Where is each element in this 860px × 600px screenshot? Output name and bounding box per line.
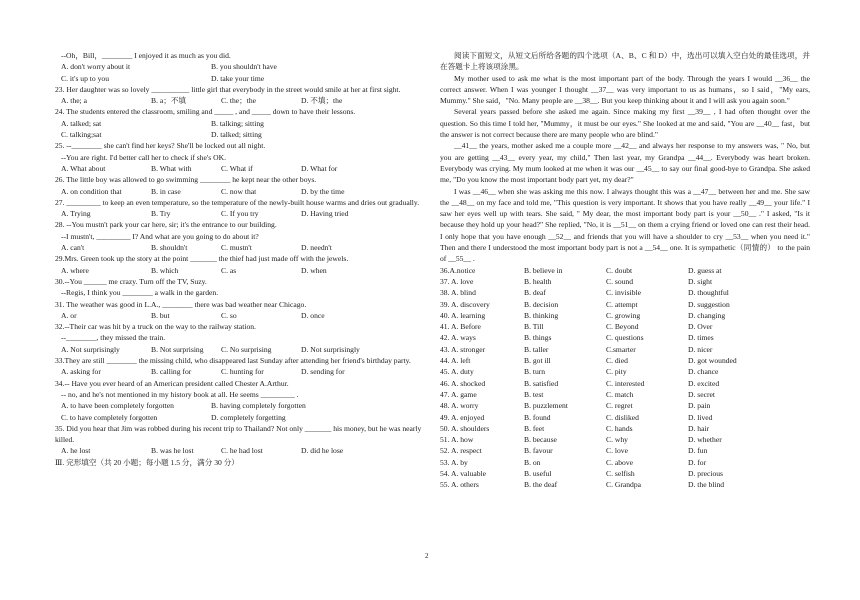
option-cell: B. deaf <box>524 288 546 298</box>
answer-option: B. but <box>151 310 170 320</box>
option-row <box>440 332 810 343</box>
answer-options <box>55 61 425 72</box>
answer-option: B. Try <box>151 209 171 219</box>
answer-option: B. was he lost <box>151 446 194 456</box>
option-row <box>440 389 810 400</box>
answer-option: A. or <box>61 310 77 320</box>
answer-option: A. on condition that <box>61 186 122 196</box>
option-cell: D. guess at <box>688 265 722 275</box>
answer-option: A. where <box>61 265 89 275</box>
answer-option: C. it's up to you <box>61 73 109 83</box>
option-cell: B. things <box>524 333 552 343</box>
answer-option: D. Not surprisingly <box>301 344 360 354</box>
answer-option: A. What about <box>61 163 106 173</box>
answer-option: D. sending for <box>301 367 345 377</box>
option-cell: D. hair <box>688 423 710 433</box>
answer-option: D. once <box>301 310 325 320</box>
answer-option: D. What for <box>301 163 338 173</box>
option-cell: C. disliked <box>606 412 639 422</box>
answer-options <box>55 95 425 106</box>
question-line: 25. --________ she can't find her keys? She'll be locked out all night. <box>55 141 266 151</box>
answer-options <box>55 265 425 276</box>
question-line: --Regis, I think you ________ a walk in the garden. <box>61 288 219 298</box>
option-cell: C. questions <box>606 333 644 343</box>
option-cell: B. believe in <box>524 265 563 275</box>
option-cell: D. suggestion <box>688 299 730 309</box>
answer-option: B. calling for <box>151 367 192 377</box>
answer-option: C. talking;sat <box>61 130 102 140</box>
question-line: 26. The little boy was allowed to go swimming ________ he kept near the other boys. <box>55 175 317 185</box>
option-cell: B. on <box>524 457 541 467</box>
option-cell: B. feet <box>524 423 545 433</box>
option-cell: D. excited <box>688 378 720 388</box>
answer-option: C. he had lost <box>221 446 263 456</box>
option-cell: 40. A. learning <box>440 310 486 320</box>
answer-option: A. Trying <box>61 209 91 219</box>
answer-option: C. What if <box>221 163 253 173</box>
question-line: 35. Did you hear that Jim was robbed during his recent trip to Thailand? Not only _______ his money, but he was nearly killed. <box>55 423 422 445</box>
answer-option: A. the; a <box>61 96 87 106</box>
option-cell: C. Grandpa <box>606 480 642 490</box>
answer-option: B. having completely forgotten <box>211 401 306 411</box>
answer-option: A. to have been completely forgotten <box>61 401 174 411</box>
option-cell: C. interested <box>606 378 645 388</box>
option-cell: B. satisfied <box>524 378 559 388</box>
answer-option: A. he lost <box>61 446 91 456</box>
option-row <box>440 445 810 456</box>
option-cell: D. changing <box>688 310 726 320</box>
option-cell: C. match <box>606 389 634 399</box>
option-cell: 49. A. enjoyed <box>440 412 485 422</box>
answer-option: B. talking; sitting <box>211 118 264 128</box>
option-cell: D. precious <box>688 468 724 478</box>
option-cell: D. times <box>688 333 714 343</box>
answer-option: C. to have completely forgotten <box>61 412 158 422</box>
answer-option: A. asking for <box>61 367 101 377</box>
cloze-column <box>440 50 810 491</box>
option-cell: C. pity <box>606 367 627 377</box>
answer-options <box>55 118 425 129</box>
option-cell: D. fun <box>688 446 708 456</box>
answer-option: C. as <box>221 265 237 275</box>
option-row <box>440 457 810 468</box>
answer-options <box>55 310 425 321</box>
answer-options <box>55 208 425 219</box>
option-row <box>440 310 810 321</box>
answer-option: C. If you try <box>221 209 259 219</box>
cloze-passage <box>440 73 810 265</box>
answer-option: C. now that <box>221 186 257 196</box>
answer-options <box>55 242 425 253</box>
question-line: 33.They are still ________ the missing child, who disappeared last Sunday after attending her friend's birthday party. <box>55 356 411 366</box>
answer-option: D. by the time <box>301 186 345 196</box>
passage-paragraph: I was __46__ when she was asking me this now. I always thought this was a __47__ between her and me. She saw the __48__ on my face and told me, "This question is very important. It shows that you have really __49__ your life." I saw her eyes well up with tears. She said, " My dear, the most important body part is your __50__ ." I asked, "Is it because they hold up your head?" She replied, "No, it is __51__ on them a crying friend or loved one can rest their head. I only hope that you have enough __52__ and friends that you will have a shoulder to cry __53__ when you need it." Then and there I understood the most important body part is not a __54__ one. It is sympathetic（同情的） to the pain of __55__ . <box>440 186 810 264</box>
option-row <box>440 423 810 434</box>
question-line: 34.-- Have you ever heard of an American president called Chester A.Arthur. <box>55 378 289 388</box>
page-number: 2 <box>425 552 429 560</box>
option-row <box>440 344 810 355</box>
answer-option: C. the；the <box>221 96 257 106</box>
answer-option: D. 不填；the <box>301 96 343 106</box>
option-cell: B. found <box>524 412 551 422</box>
answer-option: A. don't worry about it <box>61 62 131 72</box>
answer-option: B. in case <box>151 186 181 196</box>
option-cell: 51. A. how <box>440 435 474 445</box>
option-cell: D. whether <box>688 435 722 445</box>
option-cell: C. sound <box>606 276 634 286</box>
passage-paragraph: __41__ the years, mother asked me a couple more __42__ and always her response to my answers was, " No, but you are getting __43__ every year, my child," Then last year, my Grandpa __44__. Everybody was heart broken. Everybody was crying. My mum looked at me when it was our __45__ to say our final good-bye to Grandpa. She asked me, "Do you know the most important body part yet, my dear?" <box>440 141 810 185</box>
option-cell: C. Beyond <box>606 322 639 332</box>
option-cell: 36.A.notice <box>440 265 476 275</box>
option-cell: D. nicer <box>688 344 713 354</box>
option-cell: C. doubt <box>606 265 633 275</box>
option-row <box>440 265 810 276</box>
option-cell: 41. A. Before <box>440 322 481 332</box>
question-line: 24. The students entered the classroom, smiling and _____ , and _____ down to have their lessons. <box>55 107 356 117</box>
answer-options <box>55 73 425 84</box>
option-cell: D. thoughtful <box>688 288 729 298</box>
answer-option: B. you shouldn't have <box>211 62 277 72</box>
option-cell: B. useful <box>524 468 552 478</box>
answer-option: D. needn't <box>301 243 332 253</box>
answer-options <box>55 445 425 456</box>
option-cell: C.smarter <box>606 344 636 354</box>
option-cell: 52. A. respect <box>440 446 482 456</box>
question-line: 27. _________ to keep an even temperature, so the temperature of the newly-built house warms and dries out gradually. <box>55 197 420 207</box>
answer-option: B. Not surprising <box>151 344 204 354</box>
option-cell: D. secret <box>688 389 715 399</box>
option-cell: 43. A. stronger <box>440 344 486 354</box>
option-cell: B. health <box>524 276 552 286</box>
option-cell: 38. A. blind <box>440 288 476 298</box>
answer-option: A. talked; sat <box>61 118 102 128</box>
option-cell: B. decision <box>524 299 559 309</box>
option-row <box>440 287 810 298</box>
question-line: 28. --You mustn't park your car here, sir; it's the entrance to our building. <box>55 220 277 230</box>
answer-options <box>55 186 425 197</box>
answer-options <box>55 129 425 140</box>
option-cell: C. attempt <box>606 299 638 309</box>
answer-option: C. No surprising <box>221 344 272 354</box>
answer-options <box>55 366 425 377</box>
option-cell: B. turn <box>524 367 546 377</box>
answer-options <box>55 344 425 355</box>
option-cell: D. for <box>688 457 707 467</box>
passage-paragraph: Several years passed before she asked me again. Since making my first __39__ , I had often thought over the question. So this time I told her, "Mummy，it must be our eyes." She looked at me and said, "You are __40__ fast，but the answer is not correct because there are many people who are blind." <box>440 107 810 140</box>
option-row <box>440 276 810 287</box>
question-line: 23. Her daughter was so lovely __________ little girl that everybody in the street would smile at her at first sight. <box>55 84 401 94</box>
option-cell: D. chance <box>688 367 719 377</box>
option-cell: 50. A. shoulders <box>440 423 490 433</box>
answer-option: B. which <box>151 265 179 275</box>
answer-option: D. when <box>301 265 327 275</box>
question-line: --You are right. I'd better call her to check if she's OK. <box>61 152 226 162</box>
question-line: 30.--You ______ me crazy. Turn off the TV, Suzy. <box>55 276 207 286</box>
answer-option: D. Having tried <box>301 209 349 219</box>
answer-options <box>55 400 425 411</box>
option-cell: 54. A. valuable <box>440 468 486 478</box>
answer-option: D. did he lose <box>301 446 344 456</box>
option-row <box>440 479 810 490</box>
option-row <box>440 299 810 310</box>
option-cell: 53. A. by <box>440 457 468 467</box>
answer-option: D. completely forgetting <box>211 412 286 422</box>
question-line: 32.--Their car was hit by a truck on the way to the railway station. <box>55 322 256 332</box>
answer-option: D. take your time <box>211 73 265 83</box>
option-row <box>440 400 810 411</box>
option-cell: B. favour <box>524 446 553 456</box>
option-cell: 48. A. worry <box>440 401 479 411</box>
cloze-instructions: 阅读下面短文，从短文后所给各题的四个选项（A、B、C 和 D）中，选出可以填入空白处的最佳选项，并在答题卡上将该项涂黑。 <box>440 51 810 72</box>
option-cell: D. Over <box>688 322 713 332</box>
answer-option: C. mustn't <box>221 243 252 253</box>
option-cell: B. thinking <box>524 310 559 320</box>
option-cell: 39. A. discovery <box>440 299 490 309</box>
question-line: 31. The weather was good in L.A., ________ there was bad weather near Chicago. <box>55 299 307 309</box>
option-cell: 47. A. game <box>440 389 477 399</box>
option-cell: 45. A. duty <box>440 367 474 377</box>
option-cell: B. got ill <box>524 356 551 366</box>
question-line: -- no, and he's not mentioned in my history book at all. He seems _________ . <box>61 389 299 399</box>
answer-option: A. can't <box>61 243 85 253</box>
option-cell: C. above <box>606 457 633 467</box>
option-row <box>440 468 810 479</box>
question-line: 29.Mrs. Green took up the story at the point _______ the thief had just made off with the jewels. <box>55 254 349 264</box>
option-cell: D. got wounded <box>688 356 737 366</box>
option-cell: C. died <box>606 356 628 366</box>
option-row <box>440 378 810 389</box>
answer-option: D. talked; sitting <box>211 130 262 140</box>
option-cell: B. taller <box>524 344 549 354</box>
option-row <box>440 366 810 377</box>
option-cell: C. growing <box>606 310 641 320</box>
option-cell: C. selfish <box>606 468 635 478</box>
passage-paragraph: My mother used to ask me what is the most important part of the body. Through the years I would __36__ the correct answer. When I was younger I thought __37__ was very important to us as humans，so I said，"My ears, Mummy." She said，"No. Many people are __38__. But you keep thinking about it and I will ask you again soon." <box>440 73 810 106</box>
answer-option: C. so <box>221 310 237 320</box>
answer-options <box>55 163 425 174</box>
grammar-questions-column <box>55 50 425 468</box>
option-row <box>440 434 810 445</box>
option-cell: 37. A. love <box>440 276 474 286</box>
option-cell: D. lived <box>688 412 713 422</box>
option-row <box>440 321 810 332</box>
option-cell: D. sight <box>688 276 713 286</box>
option-cell: 42. A. ways <box>440 333 476 343</box>
option-cell: 44. A. left <box>440 356 471 366</box>
option-row <box>440 355 810 366</box>
answer-option: B. shouldn't <box>151 243 188 253</box>
option-cell: C. hands <box>606 423 633 433</box>
option-cell: D. the blind <box>688 480 725 490</box>
option-cell: B. test <box>524 389 544 399</box>
answer-options <box>55 412 425 423</box>
question-line: --Oh，Bill，________ I enjoyed it as much as you did. <box>61 51 231 60</box>
option-cell: B. because <box>524 435 557 445</box>
option-cell: D. pain <box>688 401 711 411</box>
answer-option: B. What with <box>151 163 192 173</box>
answer-option: A. Not surprisingly <box>61 344 120 354</box>
answer-option: C. hunting for <box>221 367 264 377</box>
cloze-options-table <box>440 265 810 491</box>
option-cell: B. the deaf <box>524 480 558 490</box>
option-row <box>440 412 810 423</box>
option-cell: B. Till <box>524 322 544 332</box>
option-cell: C. invisible <box>606 288 642 298</box>
question-line: Ⅲ. 完形填空（共 20 小题；每小题 1.5 分，满分 30 分） <box>55 457 239 467</box>
answer-option: B. a；不填 <box>151 96 187 106</box>
question-line: --I mustn't, _________ I? And what are you going to do about it? <box>61 231 259 241</box>
option-cell: 46. A. shocked <box>440 378 486 388</box>
option-cell: C. regret <box>606 401 633 411</box>
option-cell: 55. A. others <box>440 480 479 490</box>
option-cell: C. why <box>606 435 628 445</box>
option-cell: C. love <box>606 446 628 456</box>
question-line: --________, they missed the train. <box>61 333 166 343</box>
option-cell: B. puzzlement <box>524 401 568 411</box>
